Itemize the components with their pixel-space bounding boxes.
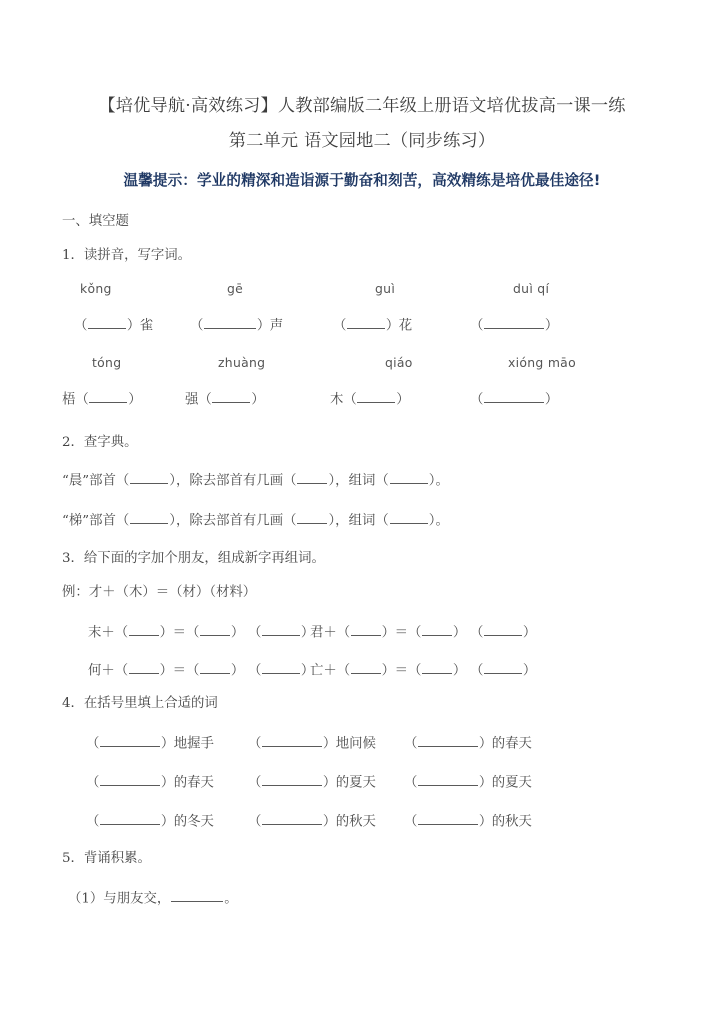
- paren-open: （: [470, 663, 483, 679]
- q1-answer-slot-5[interactable]: [62, 390, 141, 407]
- paren-open: （: [470, 318, 483, 334]
- q1-answer-prefix-5: 梧: [62, 392, 76, 408]
- q4-cell-label: 地握手: [173, 736, 214, 752]
- paren-close: ）: [256, 318, 270, 334]
- q1-pinyin-2: gē: [227, 281, 244, 296]
- q2-line1-part-1: “晨”部首（: [62, 473, 130, 489]
- paren-open: （: [333, 318, 346, 334]
- q4-cell-3-3[interactable]: [404, 812, 532, 829]
- paren-open: （: [470, 625, 483, 641]
- write-blank[interactable]: [484, 316, 544, 329]
- question-5-number: 5．背诵积累。: [62, 851, 151, 866]
- q1-pinyin-6: zhuàng: [218, 355, 266, 370]
- q1-answer-slot-4[interactable]: [470, 316, 558, 333]
- write-blank[interactable]: [200, 661, 230, 674]
- document-title-line-2: 第二单元 语文园地二（同步练习）: [228, 131, 496, 151]
- write-blank[interactable]: [130, 471, 168, 484]
- paren-close: ）: [381, 663, 395, 679]
- paren-open: （: [407, 625, 421, 641]
- q1-answer-slot-8[interactable]: [470, 390, 558, 407]
- q1-answer-suffix-3: 花: [398, 318, 413, 334]
- write-blank[interactable]: [262, 812, 322, 825]
- paren-open: （: [248, 775, 261, 791]
- write-blank[interactable]: [357, 390, 395, 403]
- paren-close: ）: [300, 663, 314, 679]
- q1-answer-suffix-1: 雀: [139, 318, 154, 334]
- write-blank[interactable]: [171, 889, 223, 902]
- warm-tip-banner: 温馨提示：学业的精深和造诣源于勤奋和刻苦，高效精练是培优最佳途径!: [123, 172, 601, 189]
- q1-pinyin-1: kǒng: [80, 281, 112, 296]
- paren-open: （: [185, 663, 199, 679]
- q4-cell-1-2[interactable]: [248, 734, 376, 751]
- write-blank[interactable]: [204, 316, 256, 329]
- write-blank[interactable]: [262, 623, 300, 636]
- paren-close: ）: [160, 814, 174, 830]
- write-blank[interactable]: [100, 773, 160, 786]
- q3-equals: ＝: [172, 663, 186, 679]
- q4-cell-3-2[interactable]: [248, 812, 376, 829]
- question-4-number: 4．在括号里填上合适的词: [62, 696, 218, 711]
- q1-answer-slot-6[interactable]: [185, 390, 264, 407]
- q3-item-2[interactable]: [310, 623, 536, 640]
- q2-line1-part-2: ），除去部首有几画（: [169, 473, 297, 489]
- write-blank[interactable]: [297, 471, 327, 484]
- paren-close: ）: [522, 625, 536, 641]
- paren-open: （: [343, 392, 357, 408]
- paren-open: （: [336, 625, 350, 641]
- write-blank[interactable]: [262, 734, 322, 747]
- paren-open: （: [74, 318, 87, 334]
- write-blank[interactable]: [130, 511, 168, 524]
- paren-close: ）: [522, 663, 536, 679]
- question-1-number: 1．读拼音，写字词。: [62, 248, 192, 263]
- paren-open: （: [86, 736, 99, 752]
- paren-close: ）: [478, 736, 492, 752]
- paren-close: ）: [128, 392, 142, 408]
- q4-cell-2-1[interactable]: [86, 773, 214, 790]
- paren-open: （: [248, 736, 261, 752]
- q1-answer-prefix-6: 强: [185, 392, 199, 408]
- write-blank[interactable]: [484, 623, 522, 636]
- write-blank[interactable]: [347, 316, 385, 329]
- q1-pinyin-3: guì: [375, 281, 396, 296]
- paren-open: （: [404, 814, 417, 830]
- question-2-number: 2．查字典。: [62, 435, 138, 450]
- write-blank[interactable]: [89, 390, 127, 403]
- q4-cell-2-2[interactable]: [248, 773, 376, 790]
- q4-cell-2-3[interactable]: [404, 773, 532, 790]
- paren-open: （: [114, 625, 128, 641]
- paren-close: ）: [160, 775, 174, 791]
- write-blank[interactable]: [484, 390, 544, 403]
- q4-cell-label: 的秋天: [335, 814, 376, 830]
- paren-open: （: [75, 392, 89, 408]
- paren-close: ）: [478, 775, 492, 791]
- paren-close: ）: [322, 736, 336, 752]
- write-blank[interactable]: [262, 773, 322, 786]
- write-blank[interactable]: [390, 471, 428, 484]
- q2-line2-part-4: ）。: [428, 513, 449, 529]
- q5-item1-suffix: 。: [224, 891, 238, 907]
- write-blank[interactable]: [390, 511, 428, 524]
- paren-open: （: [198, 392, 212, 408]
- q5-item1-prefix: （1）与朋友交，: [68, 891, 171, 907]
- paren-close: ）: [385, 318, 399, 334]
- paren-close: ）: [251, 392, 265, 408]
- q3-plus: ＋: [101, 625, 115, 641]
- q1-pinyin-5: tóng: [92, 355, 122, 370]
- paren-close: ）: [300, 625, 314, 641]
- section-heading-fill-in-blanks: 一、填空题: [62, 214, 129, 229]
- paren-close: ）: [159, 625, 173, 641]
- q1-answer-slot-3[interactable]: [333, 316, 412, 333]
- q3-item-char-2: 君: [310, 625, 324, 641]
- q3-plus: ＋: [323, 625, 337, 641]
- write-blank[interactable]: [297, 511, 327, 524]
- write-blank[interactable]: [100, 734, 160, 747]
- q2-line-1[interactable]: [62, 471, 449, 488]
- paren-close: ）: [230, 625, 244, 641]
- write-blank[interactable]: [351, 661, 381, 674]
- q2-line1-part-4: ）。: [428, 473, 449, 489]
- write-blank[interactable]: [351, 623, 381, 636]
- q2-line1-part-3: ），组词（: [328, 473, 389, 489]
- paren-close: ）: [452, 663, 466, 679]
- paren-open: （: [86, 814, 99, 830]
- paren-open: （: [248, 814, 261, 830]
- paren-open: （: [404, 775, 417, 791]
- q1-pinyin-8: xióng māo: [508, 355, 576, 370]
- q1-answer-suffix-2: 声: [269, 318, 284, 334]
- paren-close: ）: [544, 392, 558, 408]
- question-3-number: 3．给下面的字加个朋友，组成新字再组词。: [62, 551, 325, 566]
- q4-cell-1-3[interactable]: [404, 734, 532, 751]
- paren-open: （: [336, 663, 350, 679]
- q1-answer-slot-2[interactable]: [190, 316, 283, 333]
- q5-item-1[interactable]: [68, 889, 238, 906]
- write-blank[interactable]: [129, 661, 159, 674]
- q4-cell-label: 的春天: [173, 775, 214, 791]
- q4-cell-label: 的夏天: [335, 775, 376, 791]
- q3-item-3[interactable]: [88, 661, 314, 678]
- paren-close: ）: [452, 625, 466, 641]
- q4-cell-label: 地问候: [335, 736, 376, 752]
- write-blank[interactable]: [484, 661, 522, 674]
- paren-open: （: [248, 663, 261, 679]
- q4-cell-3-1[interactable]: [86, 812, 214, 829]
- write-blank[interactable]: [262, 661, 300, 674]
- write-blank[interactable]: [200, 623, 230, 636]
- paren-close: ）: [160, 736, 174, 752]
- write-blank[interactable]: [422, 661, 452, 674]
- q1-pinyin-7: qiáo: [385, 355, 413, 370]
- write-blank[interactable]: [418, 734, 478, 747]
- q3-plus: ＋: [101, 663, 115, 679]
- q4-cell-label: 的春天: [491, 736, 532, 752]
- write-blank[interactable]: [129, 623, 159, 636]
- paren-open: （: [185, 625, 199, 641]
- paren-close: ）: [159, 663, 173, 679]
- write-blank[interactable]: [418, 773, 478, 786]
- q2-line2-part-1: “梯”部首（: [62, 513, 130, 529]
- paren-open: （: [114, 663, 128, 679]
- q1-pinyin-4: duì qí: [513, 281, 550, 296]
- q3-item-4[interactable]: [310, 661, 536, 678]
- write-blank[interactable]: [100, 812, 160, 825]
- q1-answer-slot-7[interactable]: [330, 390, 409, 407]
- paren-open: （: [190, 318, 203, 334]
- q3-item-char-1: 末: [88, 625, 102, 641]
- paren-open: （: [86, 775, 99, 791]
- write-blank[interactable]: [88, 316, 126, 329]
- q3-equals: ＝: [172, 625, 186, 641]
- q3-item-1[interactable]: [88, 623, 314, 640]
- q4-cell-label: 的冬天: [173, 814, 214, 830]
- q4-cell-1-1[interactable]: [86, 734, 214, 751]
- q3-plus: ＋: [323, 663, 337, 679]
- q3-item-char-3: 何: [88, 663, 102, 679]
- write-blank[interactable]: [418, 812, 478, 825]
- paren-close: ）: [478, 814, 492, 830]
- paren-open: （: [470, 392, 483, 408]
- paren-close: ）: [322, 775, 336, 791]
- paren-close: ）: [322, 814, 336, 830]
- paren-close: ）: [126, 318, 140, 334]
- q1-answer-slot-1[interactable]: [74, 316, 153, 333]
- paren-close: ）: [396, 392, 410, 408]
- paren-open: （: [404, 736, 417, 752]
- paren-close: ）: [381, 625, 395, 641]
- q4-cell-label: 的夏天: [491, 775, 532, 791]
- q3-equals: ＝: [394, 663, 408, 679]
- paren-open: （: [248, 625, 261, 641]
- q3-equals: ＝: [394, 625, 408, 641]
- document-title-line-1: 【培优导航·高效练习】人教部编版二年级上册语文培优拔高一课一练: [98, 96, 626, 116]
- paren-close: ）: [230, 663, 244, 679]
- q1-answer-prefix-7: 木: [330, 392, 344, 408]
- q2-line2-part-2: ），除去部首有几画（: [169, 513, 297, 529]
- q2-line-2[interactable]: [62, 511, 449, 528]
- write-blank[interactable]: [422, 623, 452, 636]
- q4-cell-label: 的秋天: [491, 814, 532, 830]
- paren-open: （: [407, 663, 421, 679]
- q3-item-char-4: 亡: [310, 663, 324, 679]
- write-blank[interactable]: [212, 390, 250, 403]
- q3-example: 例：才＋（木）＝（材）（材料）: [62, 585, 257, 600]
- paren-close: ）: [544, 318, 558, 334]
- q2-line2-part-3: ），组词（: [328, 513, 389, 529]
